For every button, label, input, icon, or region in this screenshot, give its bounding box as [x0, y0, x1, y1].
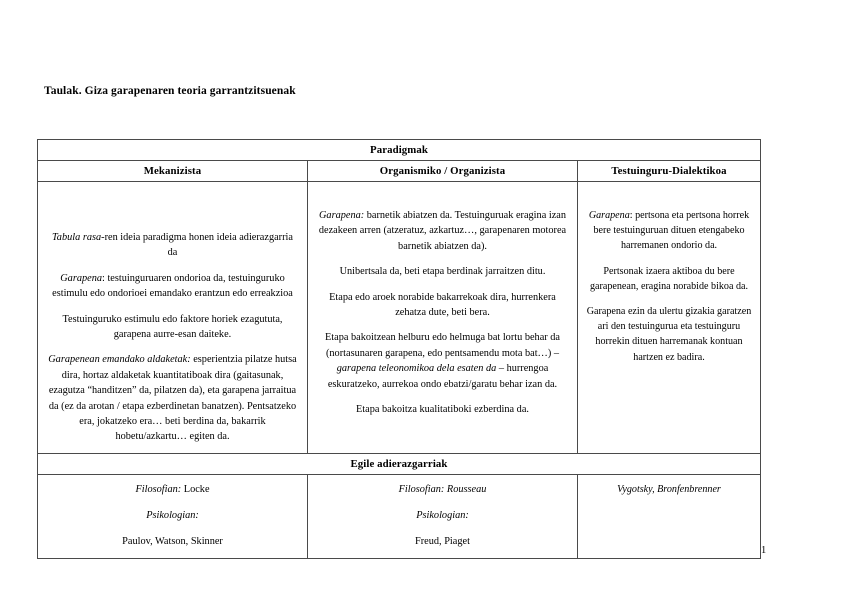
- cell-mekanizista-authors: [38, 474, 308, 558]
- table-row-authors: [38, 474, 761, 558]
- table-row-descriptions: [38, 182, 761, 454]
- cell-testuinguru-authors: [578, 474, 761, 558]
- paragraph-text: -ren ideia paradigma honen ideia adierazgarria da: [101, 232, 293, 259]
- cell-top-spacer: [47, 188, 298, 230]
- paragraph-garapena-pertsona: [585, 208, 753, 254]
- paragraph-unibertsala: Unibertsala da, beti etapa berdinak jarraitzen ditu.: [339, 266, 546, 278]
- label-psikologian-organismiko: [316, 508, 569, 523]
- paragraph-aldaketak: [47, 352, 298, 444]
- emphasis-tabula-rasa: Tabula rasa: [52, 232, 102, 243]
- banner-paradigmak: Paradigmak: [38, 140, 761, 161]
- paradigms-table: [37, 139, 761, 559]
- cell-testuinguru-description: [578, 182, 761, 454]
- value-psychologists-mekanizista: Paulov, Watson, Skinner: [122, 535, 223, 547]
- emphasis-garapena: Garapena: [588, 210, 630, 221]
- banner-egile-adierazgarriak: Egile adierazgarriak: [38, 453, 761, 474]
- table-row-column-headers: [38, 161, 761, 182]
- paragraph-estimulu-aurresan: Testuinguruko estimulu edo faktore horiek ezagututa, garapena aurre-esan daiteke.: [62, 313, 283, 341]
- paragraph-garapena-barnetik: [317, 208, 568, 254]
- value-philosopher: Locke: [181, 483, 210, 495]
- paragraph-tabula-rasa: [47, 230, 298, 261]
- value-authors-testuinguru: [586, 482, 752, 497]
- emphasis-garapena: Garapena: [60, 272, 103, 284]
- emphasis-garapena: Garapena:: [319, 210, 365, 221]
- label-psikologian-mekanizista: [46, 508, 299, 523]
- paragraph-etapa-norabide: Etapa edo aroek norabide bakarrekoak dira, hurrenkera zehatza dute, beti bera.: [329, 291, 556, 319]
- cell-top-spacer: [317, 188, 568, 208]
- paragraph-text: barnetik abiatzen da. Testuinguruak eragina izan dezakeen arren (atzeratuz, azkartuz…, garapenaren motorea barnetik abiatzen da).: [318, 210, 567, 252]
- cell-top-spacer: [585, 188, 753, 208]
- table-row-banner-paradigms: [38, 140, 761, 161]
- column-header-testuinguru: Testuinguru-Dialektikoa: [578, 161, 761, 182]
- emphasis-aldaketak: Garapenean emandako aldaketak:: [48, 354, 191, 366]
- names-vygotsky-bronfenbrenner: Vygotsky, Bronfenbrenner: [617, 483, 721, 495]
- paragraph-text: esperientzia pilatze hutsa dira, hortaz aldaketak kuantitatiboak dira (gaitasunak, ezagutza “handitzen” da, pilatzen da), eta garapena jarraitua da (ez da arotan / etapa ezberdinetan banatzen). Pentsatzeko era, jokatzeko era… beti berdina da, bakarrik hobetu/azkartu… egiten da.: [48, 354, 297, 443]
- paragraph-kualitatiboki: Etapa bakoitza kualitatiboki ezberdina da.: [356, 404, 529, 416]
- cell-organismiko-authors: [308, 474, 578, 558]
- paragraph-text: : testuinguruaren ondorioa da, testuinguruko estimulu edo ondorioei emandako erantzun edo erreakzioa: [52, 272, 293, 300]
- emphasis-teleonomikoa: garapena teleonomikoa dela esaten da: [336, 363, 497, 375]
- paragraph-ezin-ulertu: Garapena ezin da ulertu gizakia garatzen ari den testuingurua eta testuinguru horrekin dituen harremanak kontuan hartzen ez badira.: [586, 306, 752, 363]
- paragraph-etapa-helburu: [317, 330, 568, 392]
- column-header-organismiko: Organismiko / Organizista: [308, 161, 578, 182]
- page-title: Taulak. Giza garapenaren teoria garrantzitsuenak: [44, 85, 296, 97]
- cell-organismiko-description: [308, 182, 578, 454]
- paragraph-garapena-ondorioa: [47, 271, 298, 302]
- label-filosofian: Filosofian:: [135, 483, 182, 495]
- value-psychologists-organismiko: Freud, Piaget: [415, 535, 470, 547]
- author-philosophy-organismiko: [316, 482, 569, 497]
- cell-mekanizista-description: [38, 182, 308, 454]
- paragraph-text: : pertsona eta pertsona horrek bere testuinguruan dituen etengabeko harremanen ondorio da.: [593, 210, 750, 252]
- paragraph-izaera-aktiboa: Pertsonak izaera aktiboa du bere garapenean, eragina norabide bikoa da.: [589, 265, 749, 292]
- label-psikologian: Psikologian:: [146, 509, 199, 521]
- table-row-banner-authors: [38, 453, 761, 474]
- page-number: 1: [761, 545, 767, 556]
- author-philosophy-mekanizista: [46, 482, 299, 497]
- column-header-mekanizista: Mekanizista: [38, 161, 308, 182]
- paragraph-text-b: – hurrengoa eskuratzeko, aurrekoa ondo ebatzi/garatu behar izan da.: [327, 363, 558, 390]
- paragraph-text-a: Etapa bakoitzean helburu edo helmuga bat lortu behar da (nortasunaren garapena, edo pentsamendu mota bat…) –: [324, 332, 561, 359]
- label-filosofian: Filosofian: Rousseau: [398, 483, 487, 495]
- label-psikologian: Psikologian:: [416, 509, 469, 521]
